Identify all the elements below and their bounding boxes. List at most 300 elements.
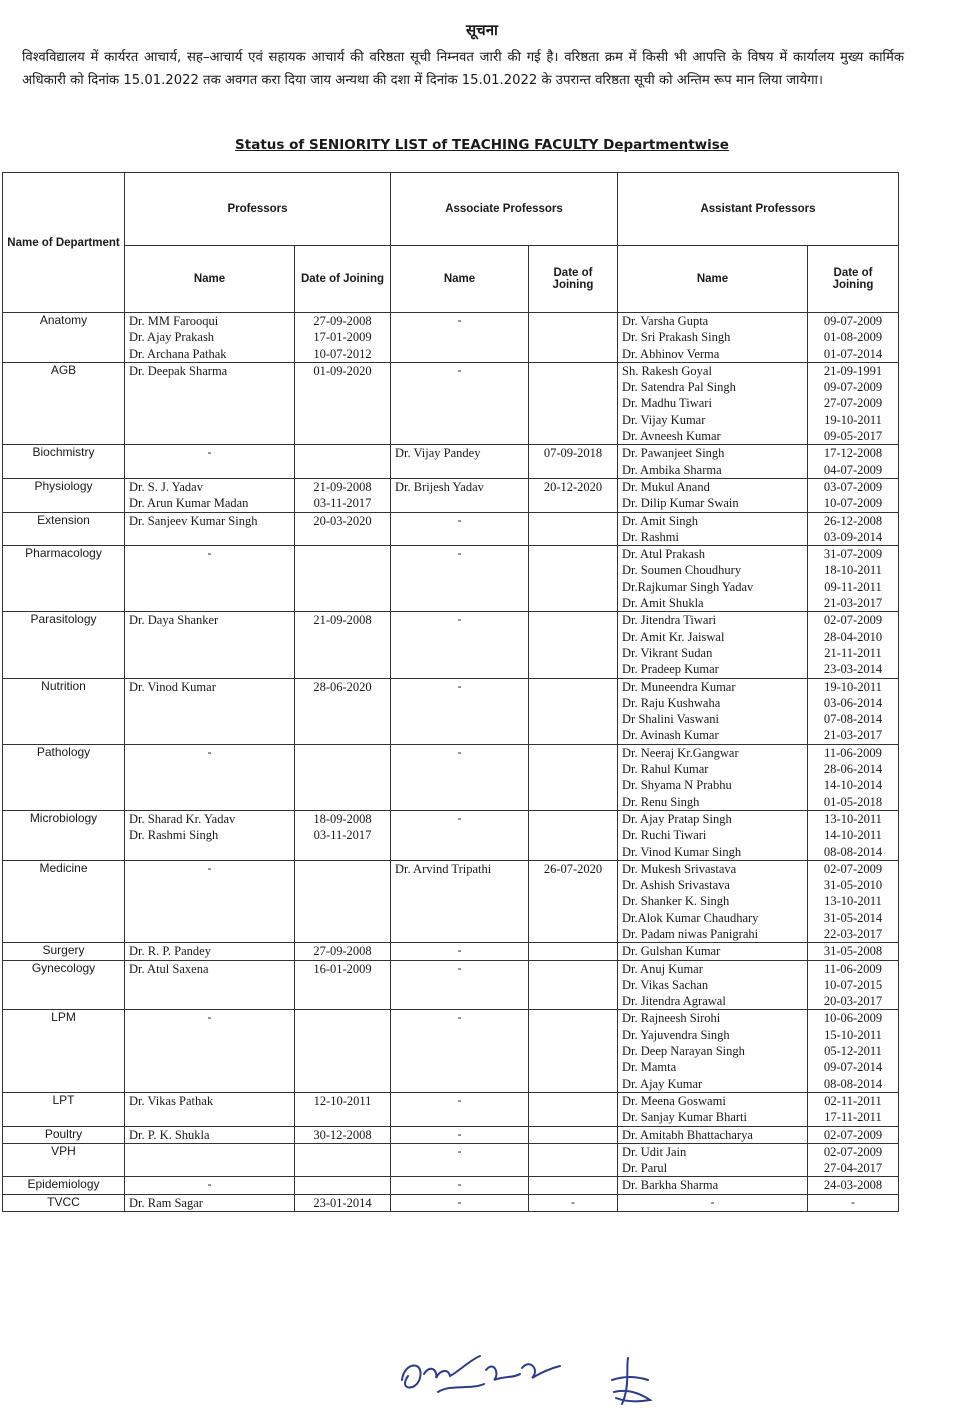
assistant-professor-names (618, 612, 808, 678)
assistant-professor-dates (808, 313, 899, 363)
associate-professor-names (391, 445, 529, 479)
assistant-professor-names (618, 512, 808, 546)
table-row (3, 612, 899, 678)
professor-date-of-joining: 10-07-2012 (313, 346, 372, 361)
professor-name: Dr. Arun Kumar Madan (129, 496, 249, 511)
assistant-professor-name: Dr. Neeraj Kr.Gangwar (622, 745, 739, 760)
department-name: Poultry (3, 1126, 125, 1143)
header-assistant-date: Date of Joining (808, 246, 899, 313)
associate-professor-name: Dr. Arvind Tripathi (395, 861, 492, 876)
seniority-list-title: Status of SENIORITY LIST of TEACHING FACULTY Departmentwise (235, 137, 729, 153)
associate-professor-date-of-joining: 26-07-2020 (543, 861, 603, 876)
assistant-professor-name: Dr. Padam niwas Panigrahi (622, 926, 759, 941)
assistant-professor-names (618, 810, 808, 860)
assistant-professor-date-of-joining: 08-08-2014 (823, 844, 883, 859)
assistant-professor-dates (808, 478, 899, 512)
assistant-professor-name: Dr. Ruchi Tiwari (622, 828, 707, 843)
assistant-professor-date-of-joining: 02-07-2009 (823, 1144, 883, 1159)
department-name: VPH (3, 1143, 125, 1177)
assistant-professor-date-of-joining: 24-03-2008 (823, 1178, 883, 1193)
associate-professor-dates (529, 445, 618, 479)
associate-professor-date-of-joining: 20-12-2020 (543, 479, 603, 494)
assistant-professor-date-of-joining: 23-03-2014 (823, 662, 883, 677)
assistant-professor-name: Dr. Ajay Kumar (622, 1076, 703, 1091)
professor-empty-cell (295, 1010, 391, 1092)
assistant-professor-empty-marker: - (808, 1194, 899, 1211)
assistant-professor-name: Dr. Amitabh Bhattacharya (622, 1127, 753, 1142)
associate-professor-empty-cell (529, 943, 618, 960)
associate-professor-empty-cell (529, 1143, 618, 1177)
assistant-professor-names (618, 478, 808, 512)
assistant-professor-name: Dr. Ajay Pratap Singh (622, 811, 732, 826)
assistant-professor-name: Dr. Vinod Kumar Singh (622, 844, 742, 859)
professor-empty-cell (295, 1177, 391, 1194)
assistant-professor-name: Dr. Abhinov Verma (622, 346, 720, 361)
professor-name: Dr. R. P. Pandey (129, 944, 211, 959)
associate-professor-empty-marker: - (391, 1092, 529, 1126)
professor-date-of-joining: 12-10-2011 (313, 1093, 372, 1108)
professor-date-of-joining: 23-01-2014 (313, 1195, 372, 1210)
professor-empty-marker (125, 1143, 295, 1177)
professor-names (125, 678, 295, 744)
assistant-professor-name: Dr. Ambika Sharma (622, 462, 722, 477)
associate-professor-empty-cell (529, 313, 618, 363)
assistant-professor-date-of-joining: 21-09-1991 (823, 363, 883, 378)
assistant-professor-name: Dr. Sanjay Kumar Bharti (622, 1110, 747, 1125)
department-name: Surgery (3, 943, 125, 960)
associate-professor-empty-marker: - (529, 1194, 618, 1211)
professor-dates (295, 478, 391, 512)
assistant-professor-date-of-joining: 01-08-2009 (823, 330, 883, 345)
assistant-professor-dates (808, 445, 899, 479)
associate-professor-empty-marker: - (391, 612, 529, 678)
associate-professor-empty-cell (529, 810, 618, 860)
table-row (3, 1194, 899, 1211)
professor-dates (295, 512, 391, 546)
assistant-professor-date-of-joining: 11-06-2009 (824, 961, 882, 976)
assistant-professor-date-of-joining: 10-07-2009 (823, 496, 883, 511)
table-row (3, 546, 899, 612)
associate-professor-empty-marker: - (391, 1126, 529, 1143)
table-row (3, 445, 899, 479)
assistant-professor-name: Dr. Renu Singh (622, 794, 700, 809)
assistant-professor-names (618, 1126, 808, 1143)
department-name: Parasitology (3, 612, 125, 678)
department-name: AGB (3, 362, 125, 444)
associate-professor-empty-cell (529, 1126, 618, 1143)
professor-name: Dr. Atul Saxena (129, 961, 209, 976)
assistant-professor-name: Dr. Parul (622, 1161, 668, 1176)
professor-date-of-joining: 27-09-2008 (313, 314, 372, 328)
associate-professor-name: Dr. Brijesh Yadav (395, 479, 484, 494)
assistant-professor-dates (808, 960, 899, 1010)
header-professor-date: Date of Joining (295, 246, 391, 313)
professor-date-of-joining: 21-09-2008 (313, 613, 372, 628)
assistant-professor-name: Dr. Anuj Kumar (622, 961, 703, 976)
professor-date-of-joining: 01-09-2020 (313, 363, 372, 378)
assistant-professor-date-of-joining: 13-10-2011 (824, 811, 882, 826)
handwritten-signatures (0, 1340, 964, 1408)
table-row (3, 512, 899, 546)
professor-dates (295, 362, 391, 444)
professor-names (125, 478, 295, 512)
assistant-professor-name: Dr. Amit Kr. Jaiswal (622, 629, 725, 644)
associate-professor-empty-marker: - (391, 810, 529, 860)
assistant-professor-date-of-joining: 13-10-2011 (824, 894, 882, 909)
professor-dates (295, 1126, 391, 1143)
table-row (3, 1092, 899, 1126)
header-assistant-name: Name (618, 246, 808, 313)
assistant-professor-name: Dr. Shanker K. Singh (622, 894, 730, 909)
assistant-professor-date-of-joining: 31-05-2010 (823, 878, 883, 893)
assistant-professor-date-of-joining: 31-05-2008 (823, 944, 883, 959)
professor-empty-marker: - (125, 1177, 295, 1194)
associate-professor-name: Dr. Vijay Pandey (395, 446, 481, 461)
table-row (3, 943, 899, 960)
professor-names (125, 512, 295, 546)
professor-names (125, 960, 295, 1010)
department-name: Pharmacology (3, 546, 125, 612)
table-row (3, 678, 899, 744)
professor-name: Dr. Vikas Pathak (129, 1093, 214, 1108)
professor-names (125, 943, 295, 960)
department-name: Nutrition (3, 678, 125, 744)
assistant-professor-name: Dr. Shyama N Prabhu (622, 778, 732, 793)
department-name: TVCC (3, 1194, 125, 1211)
professor-date-of-joining: 03-11-2017 (313, 828, 372, 843)
professor-date-of-joining: 21-09-2008 (313, 479, 372, 494)
assistant-professor-dates (808, 362, 899, 444)
assistant-professor-date-of-joining: 03-06-2014 (823, 695, 883, 710)
associate-professor-dates (529, 478, 618, 512)
assistant-professor-name: Dr. Mukesh Srivastava (622, 861, 737, 876)
assistant-professor-names (618, 678, 808, 744)
assistant-professor-date-of-joining: 08-08-2014 (823, 1076, 883, 1091)
assistant-professor-names (618, 546, 808, 612)
assistant-professor-date-of-joining: 04-07-2009 (823, 462, 883, 477)
assistant-professor-date-of-joining: 31-07-2009 (823, 547, 883, 562)
assistant-professor-name: Dr. Soumen Choudhury (622, 563, 742, 578)
assistant-professor-date-of-joining: 15-10-2011 (824, 1027, 882, 1042)
assistant-professor-date-of-joining: 21-03-2017 (823, 596, 883, 611)
associate-professor-empty-cell (529, 1010, 618, 1092)
assistant-professor-dates (808, 744, 899, 810)
assistant-professor-date-of-joining: 09-11-2011 (824, 579, 882, 594)
assistant-professor-name: Dr. Sri Prakash Singh (622, 330, 731, 345)
assistant-professor-dates (808, 860, 899, 942)
associate-professor-empty-cell (529, 546, 618, 612)
professor-empty-cell (295, 546, 391, 612)
professor-dates (295, 612, 391, 678)
assistant-professor-name: Dr. Ashish Srivastava (622, 878, 730, 893)
assistant-professor-date-of-joining: 22-03-2017 (823, 926, 883, 941)
department-name: Anatomy (3, 313, 125, 363)
header-professors: Professors (125, 173, 391, 246)
assistant-professor-date-of-joining: 02-11-2011 (824, 1093, 882, 1108)
associate-professor-empty-cell (529, 678, 618, 744)
assistant-professor-dates (808, 678, 899, 744)
professor-names (125, 313, 295, 363)
table-row (3, 313, 899, 363)
assistant-professor-date-of-joining: 02-07-2009 (823, 861, 883, 876)
department-name: Epidemiology (3, 1177, 125, 1194)
assistant-professor-empty-marker: - (618, 1194, 808, 1211)
assistant-professor-date-of-joining: 17-11-2011 (824, 1110, 882, 1125)
assistant-professor-names (618, 860, 808, 942)
table-row (3, 1177, 899, 1194)
professor-name: Dr. Ajay Prakash (129, 330, 215, 345)
assistant-professor-dates (808, 1092, 899, 1126)
assistant-professor-names (618, 313, 808, 363)
assistant-professor-date-of-joining: 21-11-2011 (824, 645, 882, 660)
department-name: LPM (3, 1010, 125, 1092)
assistant-professor-name: Dr.Alok Kumar Chaudhary (622, 910, 759, 925)
header-associate-date: Date of Joining (529, 246, 618, 313)
assistant-professor-name: Dr. Pradeep Kumar (622, 662, 719, 677)
associate-professor-empty-marker: - (391, 744, 529, 810)
table-row (3, 478, 899, 512)
associate-professor-empty-cell (529, 512, 618, 546)
assistant-professor-name: Dr. Madhu Tiwari (622, 396, 712, 411)
assistant-professor-date-of-joining: 17-12-2008 (823, 446, 883, 461)
assistant-professor-date-of-joining: 14-10-2014 (823, 778, 883, 793)
associate-professor-empty-marker: - (391, 1010, 529, 1092)
department-name: Pathology (3, 744, 125, 810)
associate-professor-empty-marker: - (391, 1194, 529, 1211)
assistant-professor-date-of-joining: 07-08-2014 (823, 712, 883, 727)
assistant-professor-names (618, 362, 808, 444)
assistant-professor-date-of-joining: 09-05-2017 (823, 429, 883, 444)
assistant-professor-dates (808, 1177, 899, 1194)
seniority-table (2, 172, 899, 1212)
associate-professor-empty-cell (529, 744, 618, 810)
assistant-professor-date-of-joining: 10-06-2009 (823, 1011, 883, 1026)
professor-names (125, 1126, 295, 1143)
table-row (3, 1143, 899, 1177)
associate-professor-empty-marker: - (391, 678, 529, 744)
header-department: Name of Department (3, 173, 125, 313)
professor-date-of-joining: 27-09-2008 (313, 944, 372, 959)
professor-dates (295, 1092, 391, 1126)
professor-dates (295, 1194, 391, 1211)
professor-date-of-joining: 16-01-2009 (313, 961, 372, 976)
table-row (3, 1010, 899, 1092)
associate-professor-names (391, 478, 529, 512)
assistant-professor-dates (808, 943, 899, 960)
professor-empty-cell (295, 744, 391, 810)
table-row (3, 362, 899, 444)
header-associate-name: Name (391, 246, 529, 313)
associate-professor-empty-marker: - (391, 943, 529, 960)
assistant-professor-names (618, 1010, 808, 1092)
professor-name: Dr. Archana Pathak (129, 346, 227, 361)
assistant-professor-name: Dr. Rajneesh Sirohi (622, 1011, 721, 1026)
assistant-professor-date-of-joining: 26-12-2008 (823, 513, 883, 528)
associate-professor-date-of-joining: 07-09-2018 (543, 446, 603, 461)
assistant-professor-date-of-joining: 19-10-2011 (824, 679, 882, 694)
assistant-professor-date-of-joining: 02-07-2009 (823, 1127, 883, 1142)
assistant-professor-dates (808, 1126, 899, 1143)
table-row (3, 1126, 899, 1143)
assistant-professor-names (618, 1177, 808, 1194)
professor-names (125, 810, 295, 860)
associate-professor-empty-cell (529, 612, 618, 678)
associate-professor-empty-cell (529, 362, 618, 444)
professor-names (125, 362, 295, 444)
department-name: Medicine (3, 860, 125, 942)
associate-professor-empty-marker: - (391, 1177, 529, 1194)
assistant-professor-name: Dr. Deep Narayan Singh (622, 1044, 745, 1059)
assistant-professor-date-of-joining: 21-03-2017 (823, 728, 883, 743)
professor-date-of-joining: 17-01-2009 (313, 330, 372, 345)
assistant-professor-name: Dr. Atul Prakash (622, 547, 705, 562)
assistant-professor-name: Dr. Vikrant Sudan (622, 645, 713, 660)
assistant-professor-date-of-joining: 03-09-2014 (823, 529, 883, 544)
assistant-professor-date-of-joining: 19-10-2011 (824, 412, 882, 427)
assistant-professor-date-of-joining: 28-06-2014 (823, 762, 883, 777)
professor-date-of-joining: 28-06-2020 (313, 679, 372, 694)
professor-empty-marker: - (125, 445, 295, 479)
associate-professor-empty-cell (529, 1177, 618, 1194)
assistant-professor-date-of-joining: 11-06-2009 (824, 745, 882, 760)
assistant-professor-date-of-joining: 20-03-2017 (823, 994, 883, 1009)
assistant-professor-name: Dr. Dilip Kumar Swain (622, 496, 739, 511)
professor-names (125, 1194, 295, 1211)
assistant-professor-name: Dr. Vikas Sachan (622, 977, 709, 992)
assistant-professor-dates (808, 1143, 899, 1177)
assistant-professor-names (618, 744, 808, 810)
professor-dates (295, 678, 391, 744)
assistant-professor-name: Dr. Varsha Gupta (622, 314, 709, 328)
assistant-professor-name: Dr. Vijay Kumar (622, 412, 706, 427)
professor-name: Dr. Sharad Kr. Yadav (129, 811, 236, 826)
assistant-professor-name: Dr. Amit Singh (622, 513, 699, 528)
notice-body: विश्वविद्यालय में कार्यरत आचार्य, सह–आचार्य एवं सहायक आचार्य की वरिष्ठता सूची निम्नवत जारी की गई है। वरिष्ठता क्रम में किसी भी आपत्ति के विषय में कार्यालय मुख्य कार्मिक अधिकारी को दिनांक 15.01.2022 तक अवगत करा दिया जाय अन्यथा की दशा में दिनांक 15.01.2022 के उपरान्त वरिष्ठता सूची को अन्तिम रूप मान लिया जायेगा। (22, 50, 904, 88)
assistant-professor-names (618, 445, 808, 479)
department-name: Physiology (3, 478, 125, 512)
professor-name: Dr. Ram Sagar (129, 1195, 203, 1210)
assistant-professor-name: Dr. Jitendra Tiwari (622, 613, 717, 628)
professor-names (125, 1092, 295, 1126)
assistant-professor-name: Dr. Avneesh Kumar (622, 429, 721, 444)
assistant-professor-dates (808, 546, 899, 612)
professor-name: Dr. Rashmi Singh (129, 828, 219, 843)
assistant-professor-date-of-joining: 09-07-2014 (823, 1060, 883, 1075)
table-row (3, 744, 899, 810)
assistant-professor-name: Dr. Jitendra Agrawal (622, 994, 726, 1009)
department-name: Gynecology (3, 960, 125, 1010)
assistant-professor-date-of-joining: 03-07-2009 (823, 479, 883, 494)
associate-professor-empty-marker: - (391, 313, 529, 363)
assistant-professor-name: Dr. Raju Kushwaha (622, 695, 721, 710)
header-assistant-professors: Assistant Professors (618, 173, 899, 246)
table-row (3, 810, 899, 860)
associate-professor-empty-marker: - (391, 362, 529, 444)
assistant-professor-names (618, 960, 808, 1010)
assistant-professor-name: Dr. Rahul Kumar (622, 762, 709, 777)
professor-name: Dr. S. J. Yadav (129, 479, 203, 494)
associate-professor-empty-cell (529, 1092, 618, 1126)
department-name: Microbiology (3, 810, 125, 860)
assistant-professor-date-of-joining: 10-07-2015 (823, 977, 883, 992)
professor-empty-marker: - (125, 744, 295, 810)
assistant-professor-date-of-joining: 01-07-2014 (823, 346, 883, 361)
assistant-professor-date-of-joining: 09-07-2009 (823, 314, 883, 328)
professor-empty-marker: - (125, 1010, 295, 1092)
assistant-professor-name: Dr. Udit Jain (622, 1144, 687, 1159)
professor-name: Dr. Deepak Sharma (129, 363, 228, 378)
header-professor-name: Name (125, 246, 295, 313)
assistant-professor-date-of-joining: 02-07-2009 (823, 613, 883, 628)
assistant-professor-names (618, 943, 808, 960)
assistant-professor-name: Dr. Satendra Pal Singh (622, 380, 736, 395)
professor-empty-marker: - (125, 860, 295, 942)
assistant-professor-name: Dr. Muneendra Kumar (622, 679, 736, 694)
department-name: Extension (3, 512, 125, 546)
department-name: LPT (3, 1092, 125, 1126)
professor-empty-cell (295, 860, 391, 942)
assistant-professor-date-of-joining: 27-07-2009 (823, 396, 883, 411)
assistant-professor-name: Dr.Rajkumar Singh Yadav (622, 579, 754, 594)
assistant-professor-date-of-joining: 05-12-2011 (824, 1044, 882, 1059)
associate-professor-empty-marker: - (391, 960, 529, 1010)
assistant-professor-dates (808, 612, 899, 678)
assistant-professor-dates (808, 810, 899, 860)
assistant-professor-name: Dr. Rashmi (622, 529, 679, 544)
assistant-professor-dates (808, 1010, 899, 1092)
assistant-professor-date-of-joining: 09-07-2009 (823, 380, 883, 395)
professor-names (125, 612, 295, 678)
table-row (3, 860, 899, 942)
assistant-professor-date-of-joining: 14-10-2011 (824, 828, 882, 843)
assistant-professor-date-of-joining: 27-04-2017 (823, 1161, 883, 1176)
associate-professor-names (391, 860, 529, 942)
table-row (3, 960, 899, 1010)
assistant-professor-date-of-joining: 01-05-2018 (823, 794, 883, 809)
assistant-professor-name: Dr. Pawanjeet Singh (622, 446, 725, 461)
assistant-professor-name: Dr Shalini Vaswani (622, 712, 719, 727)
assistant-professor-name: Dr. Meena Goswami (622, 1093, 726, 1108)
professor-dates (295, 313, 391, 363)
associate-professor-empty-marker: - (391, 512, 529, 546)
professor-dates (295, 943, 391, 960)
associate-professor-empty-marker: - (391, 1143, 529, 1177)
header-associate-professors: Associate Professors (391, 173, 618, 246)
associate-professor-dates (529, 860, 618, 942)
professor-date-of-joining: 20-03-2020 (313, 513, 372, 528)
professor-dates (295, 960, 391, 1010)
professor-name: Dr. MM Farooqui (129, 314, 219, 328)
assistant-professor-name: Dr. Yajuvendra Singh (622, 1027, 730, 1042)
assistant-professor-name: Dr. Barkha Sharma (622, 1178, 719, 1193)
professor-date-of-joining: 03-11-2017 (313, 496, 372, 511)
assistant-professor-names (618, 1143, 808, 1177)
department-name: Biochmistry (3, 445, 125, 479)
associate-professor-empty-cell (529, 960, 618, 1010)
table-body (3, 313, 899, 1212)
professor-date-of-joining: 18-09-2008 (313, 811, 372, 826)
assistant-professor-date-of-joining: 28-04-2010 (823, 629, 883, 644)
assistant-professor-name: Dr. Mukul Anand (622, 479, 710, 494)
assistant-professor-date-of-joining: 18-10-2011 (824, 563, 882, 578)
assistant-professor-name: Sh. Rakesh Goyal (622, 363, 712, 378)
professor-date-of-joining: 30-12-2008 (313, 1127, 372, 1142)
assistant-professor-names (618, 1092, 808, 1126)
professor-name: Dr. Vinod Kumar (129, 679, 216, 694)
notice-title: सूचना (466, 21, 498, 39)
professor-empty-cell (295, 445, 391, 479)
professor-name: Dr. Daya Shanker (129, 613, 219, 628)
